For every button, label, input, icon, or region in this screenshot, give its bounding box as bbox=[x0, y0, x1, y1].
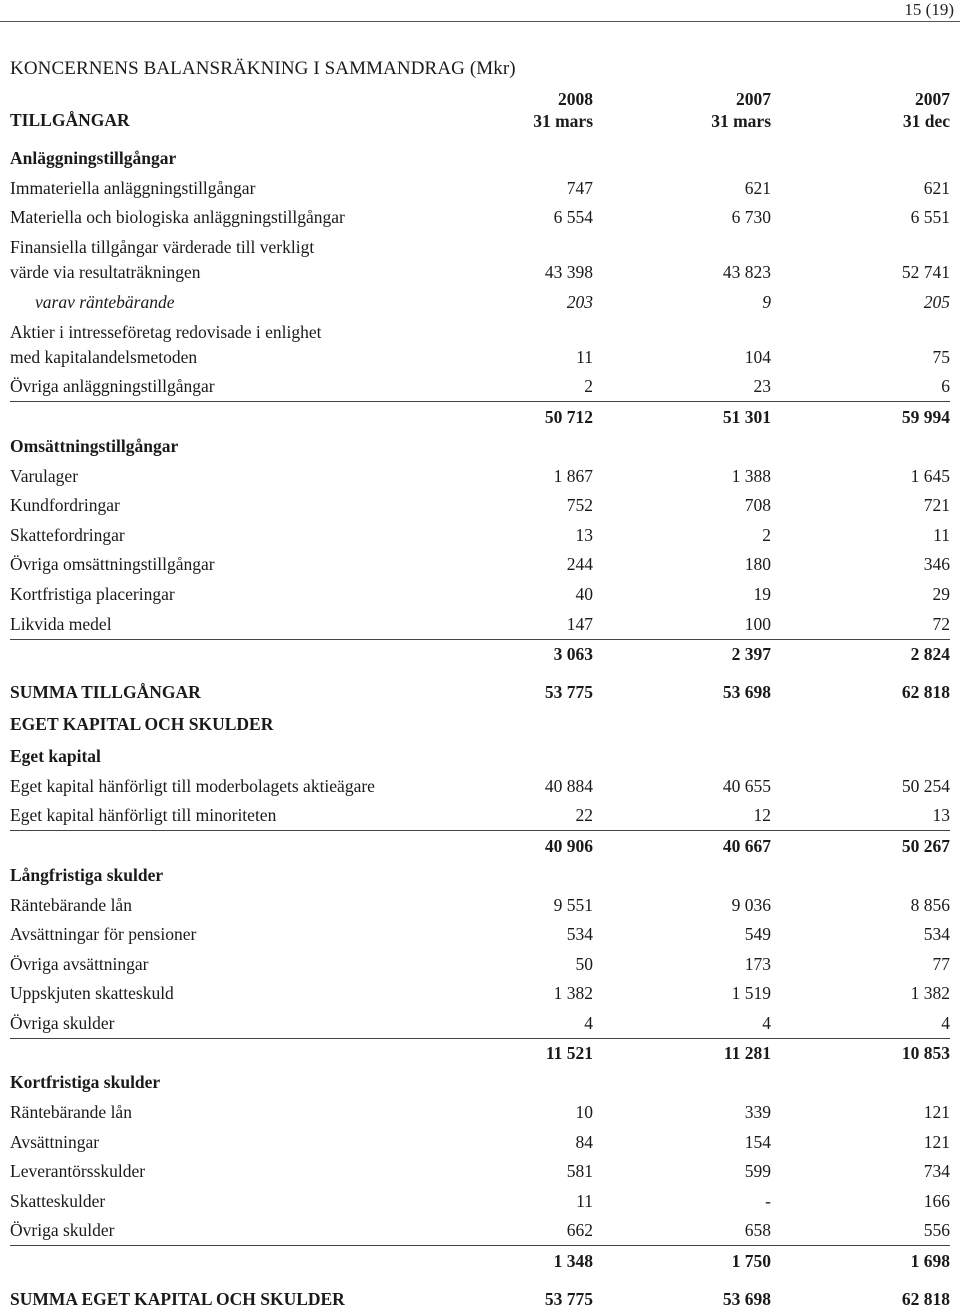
value-cell: 154 bbox=[744, 1131, 771, 1152]
value-cell: 8 856 bbox=[910, 894, 950, 915]
column-header-2 bbox=[711, 88, 771, 132]
value-cell: 77 bbox=[932, 953, 950, 974]
table-row bbox=[10, 1157, 950, 1187]
value-cell: 581 bbox=[566, 1161, 593, 1182]
value-cell: 10 bbox=[575, 1102, 593, 1123]
row-label: Räntebärande lån bbox=[10, 894, 132, 915]
value-cell: 29 bbox=[932, 583, 950, 604]
row-label: Långfristiga skulder bbox=[10, 864, 164, 885]
row-label-line: med kapitalandelsmetoden bbox=[10, 346, 198, 367]
value-cell: 50 bbox=[575, 953, 593, 974]
table-row bbox=[10, 232, 950, 287]
value-cell: 43 398 bbox=[544, 262, 593, 283]
value-cell: 1 388 bbox=[731, 465, 771, 486]
value-cell: 3 063 bbox=[553, 644, 593, 665]
row-label: Avsättningar för pensioner bbox=[10, 924, 197, 945]
table-row bbox=[10, 372, 950, 402]
assets-heading: TILLGÅNGAR bbox=[10, 110, 130, 130]
value-cell: 62 818 bbox=[901, 682, 950, 703]
value-cell: 1 382 bbox=[553, 983, 593, 1004]
value-cell: 1 348 bbox=[553, 1251, 593, 1272]
value-cell: 10 853 bbox=[901, 1043, 950, 1064]
row-label: Övriga skulder bbox=[10, 1220, 115, 1241]
value-cell: 22 bbox=[575, 805, 593, 826]
value-cell: 658 bbox=[744, 1220, 771, 1241]
value-cell: 752 bbox=[566, 495, 593, 516]
value-cell: 534 bbox=[566, 924, 593, 945]
value-cell: 62 818 bbox=[901, 1289, 950, 1310]
table-row bbox=[10, 609, 950, 639]
value-cell: 166 bbox=[923, 1190, 950, 1211]
section-heading bbox=[10, 707, 950, 739]
column-year: 2007 bbox=[736, 89, 771, 109]
column-year: 2007 bbox=[915, 89, 950, 109]
row-label: Uppskjuten skatteskuld bbox=[10, 983, 174, 1004]
value-cell: - bbox=[765, 1190, 771, 1211]
value-cell: 104 bbox=[744, 346, 771, 367]
top-rule bbox=[0, 21, 960, 22]
column-date: 31 mars bbox=[533, 111, 593, 131]
column-date: 31 mars bbox=[711, 111, 771, 131]
table-row bbox=[10, 979, 950, 1009]
value-cell: 11 bbox=[576, 346, 593, 367]
row-label: Kundfordringar bbox=[10, 495, 120, 516]
value-cell: 13 bbox=[932, 805, 950, 826]
value-cell: 19 bbox=[753, 583, 771, 604]
row-label: Avsättningar bbox=[10, 1131, 100, 1152]
row-label bbox=[10, 235, 314, 285]
value-cell: 40 667 bbox=[722, 835, 771, 856]
balance-sheet-table bbox=[10, 144, 950, 1314]
table-row bbox=[10, 287, 950, 317]
value-cell: 6 bbox=[941, 376, 950, 397]
value-cell: 244 bbox=[566, 554, 593, 575]
table-row bbox=[10, 1216, 950, 1246]
value-cell: 599 bbox=[744, 1161, 771, 1182]
value-cell: 621 bbox=[923, 177, 950, 198]
row-label-line: värde via resultaträkningen bbox=[10, 262, 201, 283]
value-cell: 23 bbox=[753, 376, 771, 397]
section-heading bbox=[10, 432, 950, 461]
value-cell: 6 551 bbox=[910, 207, 950, 228]
row-label: Eget kapital hänförligt till moderbolagets aktieägare bbox=[10, 775, 375, 796]
table-row bbox=[10, 1127, 950, 1157]
total-row bbox=[10, 1276, 950, 1314]
value-cell: 53 775 bbox=[544, 682, 593, 703]
value-cell: 747 bbox=[566, 177, 593, 198]
value-cell: 84 bbox=[575, 1131, 593, 1152]
value-cell: 621 bbox=[744, 177, 771, 198]
value-cell: 40 bbox=[575, 583, 593, 604]
subtotal-row bbox=[10, 830, 950, 861]
value-cell: 121 bbox=[923, 1131, 950, 1152]
subtotal-row bbox=[10, 401, 950, 432]
value-cell: 50 254 bbox=[901, 775, 950, 796]
value-cell: 51 301 bbox=[722, 406, 771, 427]
section-heading bbox=[10, 861, 950, 890]
table-row bbox=[10, 920, 950, 950]
value-cell: 6 554 bbox=[553, 207, 593, 228]
table-row bbox=[10, 1097, 950, 1127]
section-heading bbox=[10, 144, 950, 173]
value-cell: 1 382 bbox=[910, 983, 950, 1004]
value-cell: 11 bbox=[933, 524, 950, 545]
table-row bbox=[10, 491, 950, 521]
value-cell: 11 521 bbox=[545, 1043, 593, 1064]
value-cell: 40 906 bbox=[544, 835, 593, 856]
column-year: 2008 bbox=[558, 89, 593, 109]
value-cell: 59 994 bbox=[901, 406, 950, 427]
row-label: Övriga avsättningar bbox=[10, 953, 149, 974]
value-cell: 43 823 bbox=[722, 262, 771, 283]
row-label: Omsättningstillgångar bbox=[10, 435, 179, 456]
row-label: Skattefordringar bbox=[10, 524, 125, 545]
value-cell: 4 bbox=[762, 1012, 771, 1033]
row-label: Eget kapital bbox=[10, 746, 101, 767]
value-cell: 1 645 bbox=[910, 465, 950, 486]
value-cell: 9 036 bbox=[731, 894, 771, 915]
value-cell: 40 884 bbox=[544, 775, 593, 796]
row-label: Övriga omsättningstillgångar bbox=[10, 554, 215, 575]
row-label: Räntebärande lån bbox=[10, 1102, 132, 1123]
section-heading bbox=[10, 739, 950, 771]
row-label: Leverantörsskulder bbox=[10, 1161, 146, 1182]
column-header bbox=[10, 88, 950, 134]
row-label: SUMMA TILLGÅNGAR bbox=[10, 682, 201, 703]
value-cell: 1 750 bbox=[731, 1251, 771, 1272]
value-cell: 534 bbox=[923, 924, 950, 945]
value-cell: 173 bbox=[744, 953, 771, 974]
row-label: Eget kapital hänförligt till minoriteten bbox=[10, 805, 277, 826]
value-cell: 53 775 bbox=[544, 1289, 593, 1310]
value-cell: 180 bbox=[744, 554, 771, 575]
table-row bbox=[10, 173, 950, 203]
table-row bbox=[10, 461, 950, 491]
value-cell: 11 281 bbox=[723, 1043, 771, 1064]
row-label: Skatteskulder bbox=[10, 1190, 106, 1211]
table-row bbox=[10, 801, 950, 831]
value-cell: 9 bbox=[762, 291, 771, 312]
value-cell: 203 bbox=[566, 291, 593, 312]
row-label: Kortfristiga skulder bbox=[10, 1072, 161, 1093]
column-date: 31 dec bbox=[902, 111, 950, 131]
total-row bbox=[10, 669, 950, 707]
row-label-line: Aktier i intresseföretag redovisade i enlighet bbox=[10, 321, 322, 342]
value-cell: 52 741 bbox=[901, 262, 950, 283]
subtotal-row bbox=[10, 639, 950, 670]
row-label: Likvida medel bbox=[10, 613, 112, 634]
row-label bbox=[10, 320, 322, 370]
column-header-1 bbox=[533, 88, 593, 132]
value-cell: 1 519 bbox=[731, 983, 771, 1004]
value-cell: 9 551 bbox=[553, 894, 593, 915]
section-heading bbox=[10, 1068, 950, 1097]
table-row bbox=[10, 949, 950, 979]
page-number: 15 (19) bbox=[904, 0, 954, 19]
row-label: Övriga anläggningstillgångar bbox=[10, 376, 215, 397]
value-cell: 121 bbox=[923, 1102, 950, 1123]
table-row bbox=[10, 520, 950, 550]
value-cell: 53 698 bbox=[722, 682, 771, 703]
value-cell: 205 bbox=[923, 291, 950, 312]
row-label: SUMMA EGET KAPITAL OCH SKULDER bbox=[10, 1289, 345, 1310]
row-label-line: Finansiella tillgångar värderade till verkligt bbox=[10, 237, 315, 258]
value-cell: 1 867 bbox=[553, 465, 593, 486]
value-cell: 556 bbox=[923, 1220, 950, 1241]
table-row bbox=[10, 1186, 950, 1216]
row-label: varav räntebärande bbox=[35, 291, 175, 312]
table-row bbox=[10, 317, 950, 372]
value-cell: 40 655 bbox=[722, 775, 771, 796]
value-cell: 2 bbox=[584, 376, 593, 397]
table-row bbox=[10, 579, 950, 609]
value-cell: 12 bbox=[753, 805, 771, 826]
row-label: EGET KAPITAL OCH SKULDER bbox=[10, 714, 274, 735]
table-row bbox=[10, 1008, 950, 1038]
value-cell: 4 bbox=[941, 1012, 950, 1033]
value-cell: 2 397 bbox=[731, 644, 771, 665]
value-cell: 75 bbox=[932, 346, 950, 367]
value-cell: 662 bbox=[566, 1220, 593, 1241]
subtotal-row bbox=[10, 1245, 950, 1276]
value-cell: 339 bbox=[744, 1102, 771, 1123]
value-cell: 50 267 bbox=[901, 835, 950, 856]
value-cell: 346 bbox=[923, 554, 950, 575]
value-cell: 1 698 bbox=[910, 1251, 950, 1272]
table-row bbox=[10, 203, 950, 233]
column-header-3 bbox=[903, 88, 950, 132]
row-label: Kortfristiga placeringar bbox=[10, 583, 175, 604]
value-cell: 549 bbox=[744, 924, 771, 945]
table-row bbox=[10, 550, 950, 580]
value-cell: 53 698 bbox=[722, 1289, 771, 1310]
value-cell: 13 bbox=[575, 524, 593, 545]
table-row bbox=[10, 890, 950, 920]
value-cell: 734 bbox=[923, 1161, 950, 1182]
value-cell: 50 712 bbox=[544, 406, 593, 427]
value-cell: 708 bbox=[744, 495, 771, 516]
value-cell: 6 730 bbox=[731, 207, 771, 228]
subtotal-row bbox=[10, 1038, 950, 1069]
row-label: Varulager bbox=[10, 465, 79, 486]
value-cell: 100 bbox=[744, 613, 771, 634]
value-cell: 72 bbox=[932, 613, 950, 634]
value-cell: 2 824 bbox=[910, 644, 950, 665]
value-cell: 2 bbox=[762, 524, 771, 545]
document-title: KONCERNENS BALANSRÄKNING I SAMMANDRAG (Mkr) bbox=[10, 58, 516, 79]
row-label: Immateriella anläggningstillgångar bbox=[10, 177, 256, 198]
row-label: Anläggningstillgångar bbox=[10, 148, 177, 168]
value-cell: 147 bbox=[566, 613, 593, 634]
table-row bbox=[10, 771, 950, 801]
value-cell: 4 bbox=[584, 1012, 593, 1033]
row-label: Övriga skulder bbox=[10, 1012, 115, 1033]
row-label: Materiella och biologiska anläggningstillgångar bbox=[10, 207, 345, 228]
value-cell: 721 bbox=[923, 495, 950, 516]
value-cell: 11 bbox=[576, 1190, 593, 1211]
